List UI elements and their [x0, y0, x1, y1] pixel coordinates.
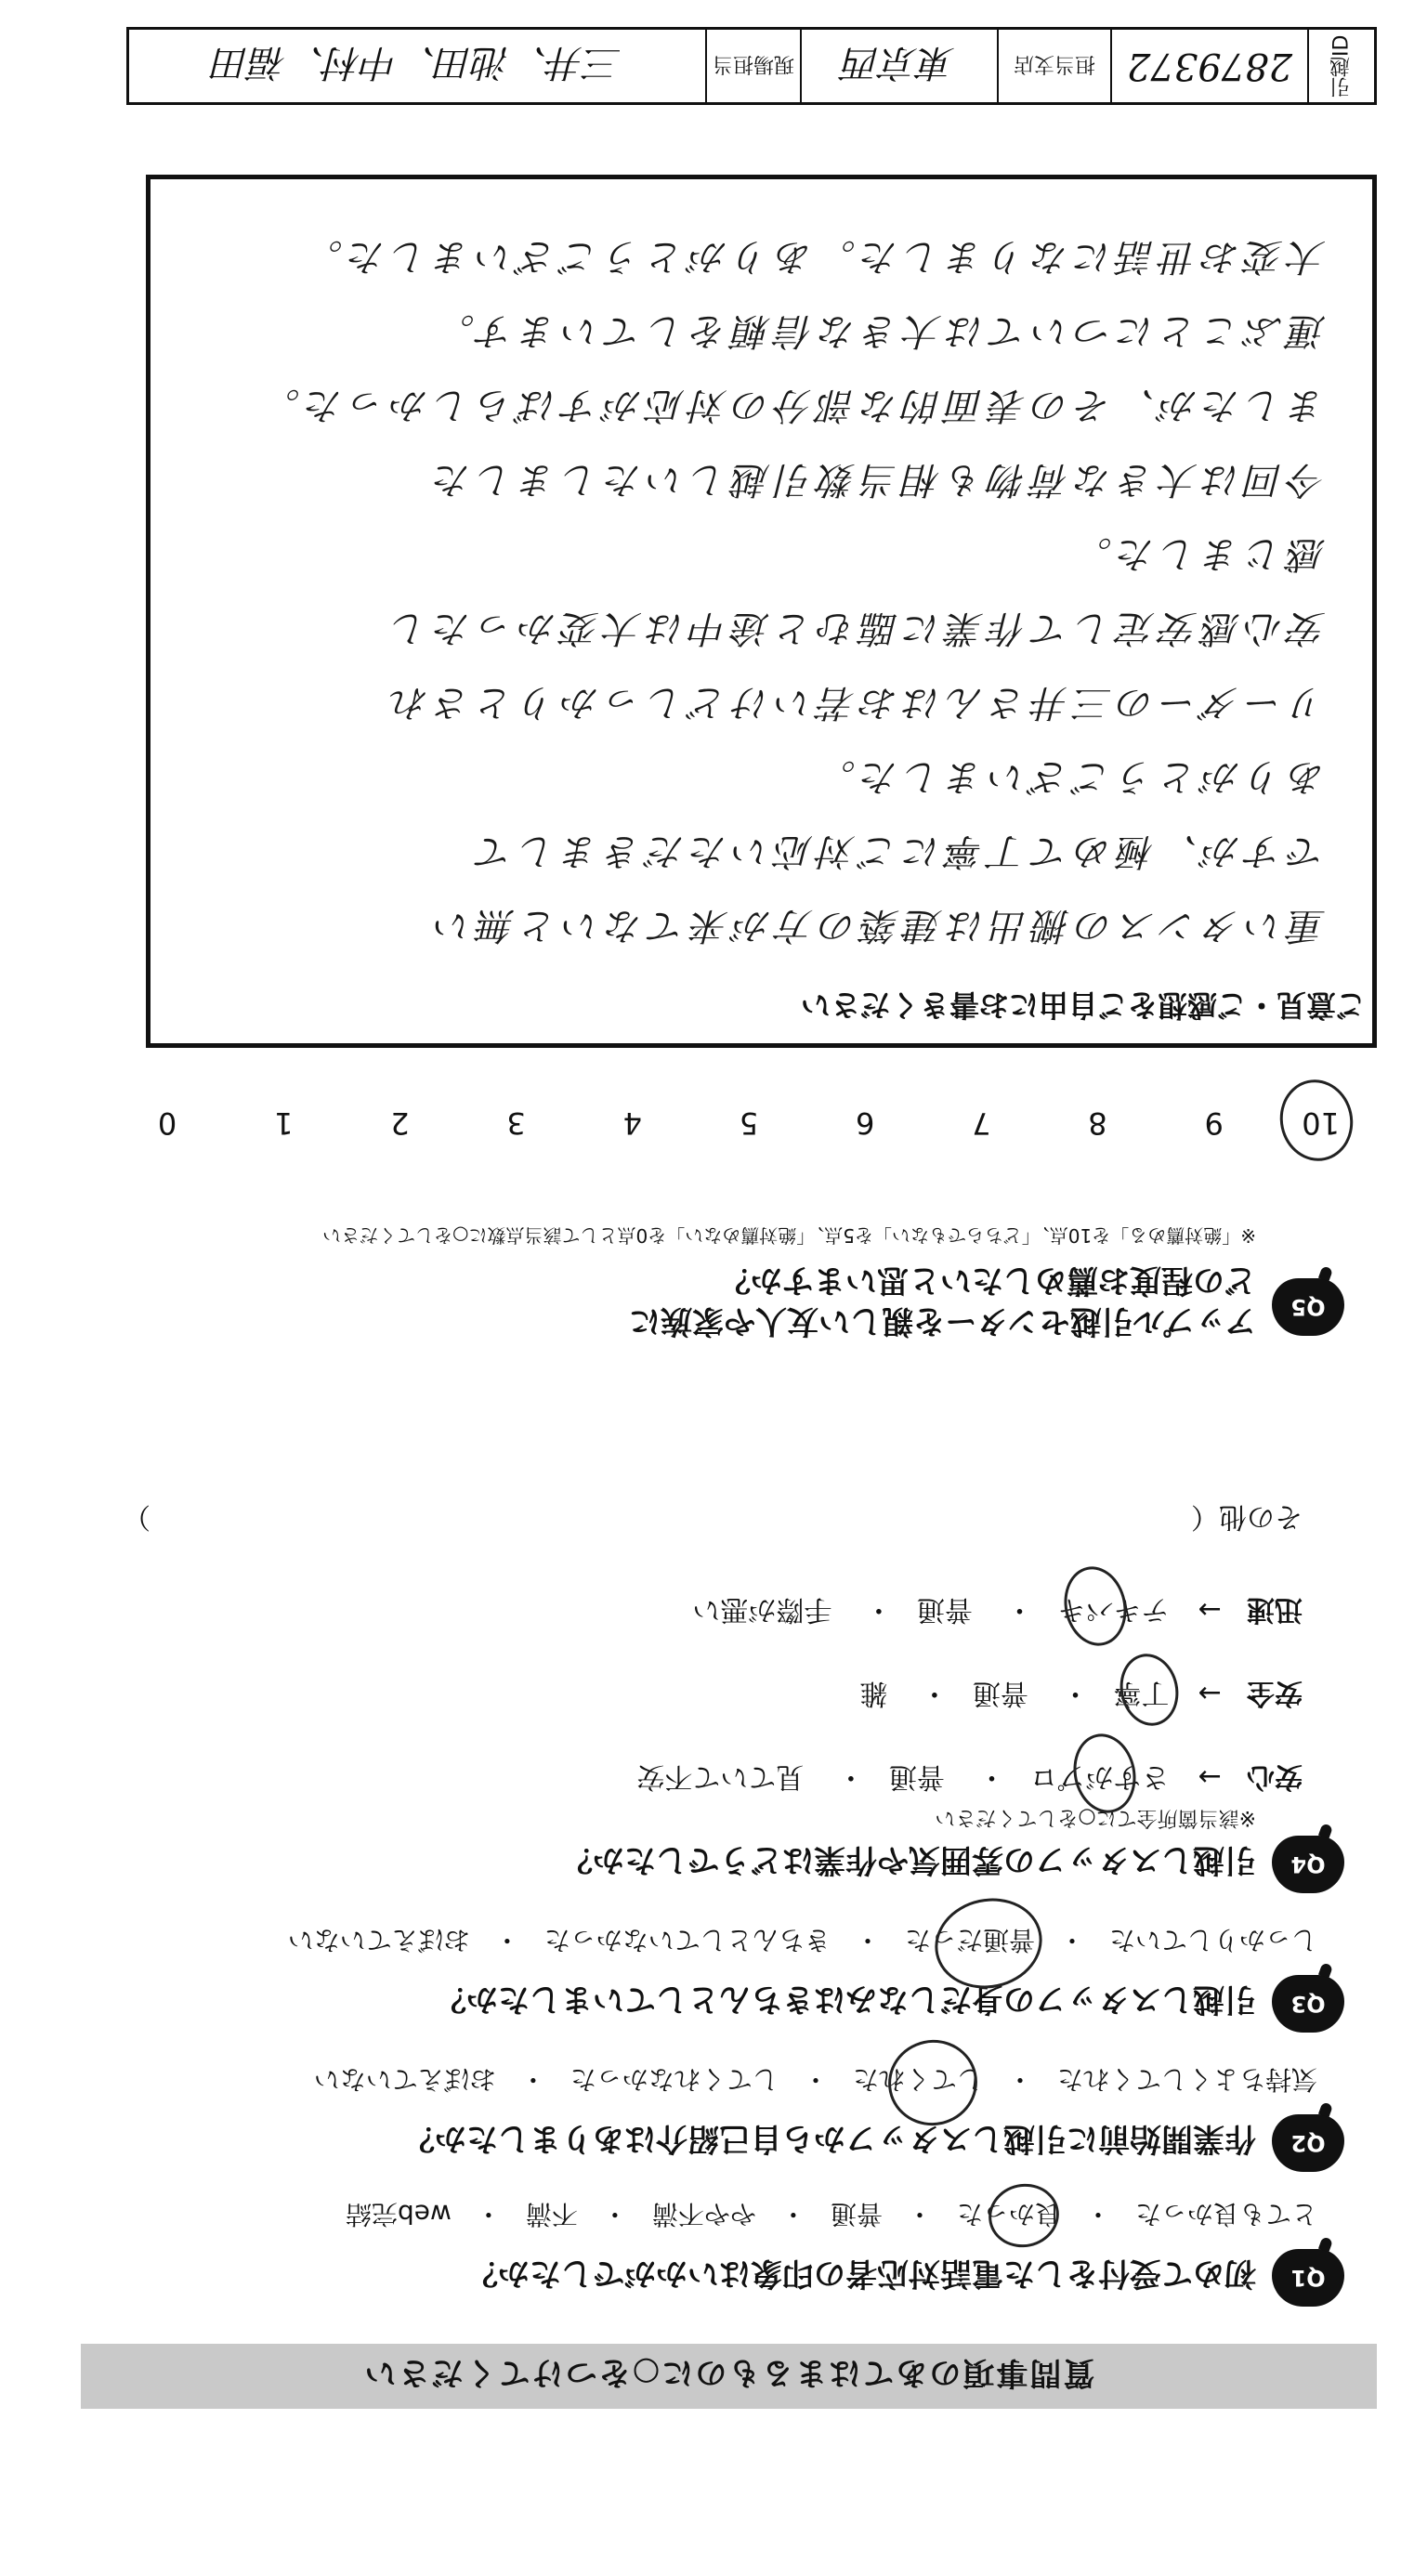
footer-info-table — [126, 27, 1377, 105]
q5-text-line2: どの程度お薦めしたいと思いますか？ — [719, 1262, 1256, 1299]
q4-option[interactable]: 手際が悪い — [692, 1593, 832, 1626]
q3-badge: Q3 — [1272, 1975, 1344, 2033]
q1-option[interactable]: 普通 — [830, 2199, 883, 2229]
q5-badge: Q5 — [1272, 1278, 1344, 1336]
comment-line: 安心感安定して作業に臨むと途中は大変かったし — [386, 607, 1326, 649]
q4-option-selected[interactable]: さすがプロ — [1026, 1760, 1172, 1793]
move-id-label: 引越ID — [1307, 30, 1374, 102]
question-2 — [76, 2060, 1340, 2172]
scale-option[interactable]: 8 — [1088, 1105, 1107, 1141]
comments-title: ご意見・ご感想をご自由にお書きください — [800, 987, 1366, 1023]
q4-option[interactable]: 普通 — [916, 1593, 973, 1626]
q3-option[interactable]: しっかりしていた — [1108, 1925, 1317, 1955]
comment-line: リーダーの三井さんはお若いけどしっかりとされ — [386, 681, 1326, 724]
q4-option[interactable]: 普通 — [972, 1677, 1028, 1709]
q4-row-anzen: 安全→ 丁寧 ・ 普通・ 雑 — [856, 1676, 1303, 1717]
q2-badge: Q2 — [1272, 2114, 1344, 2172]
scale-option[interactable]: 1 — [274, 1105, 294, 1141]
q5-scale — [70, 1105, 1340, 1141]
q1-option-selected[interactable]: 良かった — [953, 2197, 1065, 2234]
move-id-value: 2879372 — [1110, 30, 1307, 102]
comment-line: 重いタンスの搬出は建築の方が来てないと無い — [429, 904, 1326, 947]
scale-option[interactable]: 3 — [506, 1105, 526, 1141]
question-3 — [76, 1921, 1340, 2033]
q4-badge: Q4 — [1272, 1836, 1344, 1893]
scale-option[interactable]: 2 — [390, 1105, 410, 1141]
staff-value: 三井、池田、中村、福田 — [213, 41, 622, 85]
branch-label: 担当支店 — [997, 30, 1110, 102]
staff-label: 現場担当 — [705, 30, 800, 102]
scale-option[interactable]: 9 — [1204, 1105, 1224, 1141]
q1-option[interactable]: 不満 — [525, 2199, 578, 2229]
q2-option[interactable]: 気持ちよくしてくれた — [1056, 2064, 1317, 2095]
q5-text: アップル引越センターを親しい友人や家族に — [629, 1302, 1256, 1340]
question-1 — [76, 2195, 1340, 2307]
q2-text: 作業開始前に引越しスタッフから自己紹介はありましたか？ — [403, 2120, 1256, 2157]
q3-option-selected[interactable]: 普通だった — [901, 1923, 1039, 1960]
q1-text: 初めて受付をした電話対応者の印象はいかがでしたか？ — [466, 2255, 1256, 2292]
scale-option[interactable]: 0 — [157, 1105, 177, 1141]
comment-line: 運ぶことについては大きな信頼をしています。 — [432, 309, 1326, 352]
q3-option[interactable]: おぼえていない — [287, 1925, 470, 1955]
scale-option[interactable]: 5 — [739, 1105, 759, 1141]
q3-options: しっかりしていた ・ 普通だった ・ きちんとしていなかった ・ おぼえていない — [284, 1923, 1321, 1960]
q4-option[interactable]: 雑 — [859, 1677, 888, 1709]
q4-option-selected[interactable]: テキパキ — [1054, 1593, 1172, 1626]
scale-option[interactable]: 6 — [855, 1105, 875, 1141]
q3-text: 引越しスタッフの身だしなみはきちんとしていましたか？ — [435, 1981, 1256, 2018]
instruction-header-text: 質問事項のあてはまるものに○をつけてください — [362, 2354, 1095, 2392]
comment-line: ありがとうございました。 — [813, 755, 1326, 798]
scale-option-selected[interactable]: 10 — [1233, 1105, 1340, 1141]
q2-option[interactable]: おぼえていない — [313, 2064, 496, 2095]
comment-line: 今回は大きな荷物も相当数引越しいたしました — [428, 458, 1326, 501]
q4-option[interactable]: 普通 — [888, 1760, 945, 1793]
q2-option[interactable]: してくれなかった — [570, 2064, 779, 2095]
comment-line: ましたが、その表面的な部分の対応がすばらしかった。 — [257, 384, 1326, 426]
comment-line: 大変お世話になりました。ありがとうございました。 — [300, 235, 1326, 278]
q3-option[interactable]: きちんとしていなかった — [543, 1925, 831, 1955]
branch-value: 東京西 — [800, 30, 997, 102]
q4-other[interactable]: その他（ ） — [123, 1500, 1303, 1533]
q1-badge: Q1 — [1272, 2249, 1344, 2307]
q4-option[interactable]: 見ていて不安 — [636, 1760, 805, 1793]
q5-note: ※「絶対薦める」を10点、「どちらでもない」を5点、「絶対薦めない」を0点として該当点数に○をしてください — [322, 1224, 1256, 1247]
q1-options: とても良かった ・ 良かった ・ 普通 ・ やや不満 ・ 不満 ・ web完結 — [342, 2197, 1321, 2234]
instruction-header — [81, 2344, 1377, 2409]
q2-option-selected[interactable]: してくれた — [849, 2062, 987, 2099]
q4-option-selected[interactable]: 丁寧 — [1109, 1677, 1172, 1709]
q4-text: 引越しスタッフの雰囲気や作業はどうでしたか？ — [561, 1841, 1256, 1878]
scale-option[interactable]: 7 — [972, 1105, 991, 1141]
q1-option[interactable]: web完結 — [345, 2199, 452, 2229]
question-5 — [76, 1169, 1340, 1354]
q1-option[interactable]: とても良かった — [1134, 2199, 1317, 2229]
comment-line: ですが、極めて丁寧にご対応いただきまして — [471, 830, 1326, 872]
q1-option[interactable]: やや不満 — [651, 2199, 756, 2229]
q4-row-jinsoku: 迅速→ テキパキ ・ 普通・ 手際が悪い — [688, 1592, 1303, 1633]
comment-line: 感じました。 — [1069, 532, 1326, 575]
q4-row-anshin: 安心→ さすがプロ ・ 普通・ 見ていて不安 — [633, 1759, 1303, 1800]
scale-option[interactable]: 4 — [622, 1105, 642, 1141]
q2-options: 気持ちよくしてくれた ・ してくれた ・ してくれなかった ・ おぼえていない — [310, 2062, 1321, 2099]
q4-note: ※該当箇所全てに○をしてください — [935, 1806, 1256, 1829]
